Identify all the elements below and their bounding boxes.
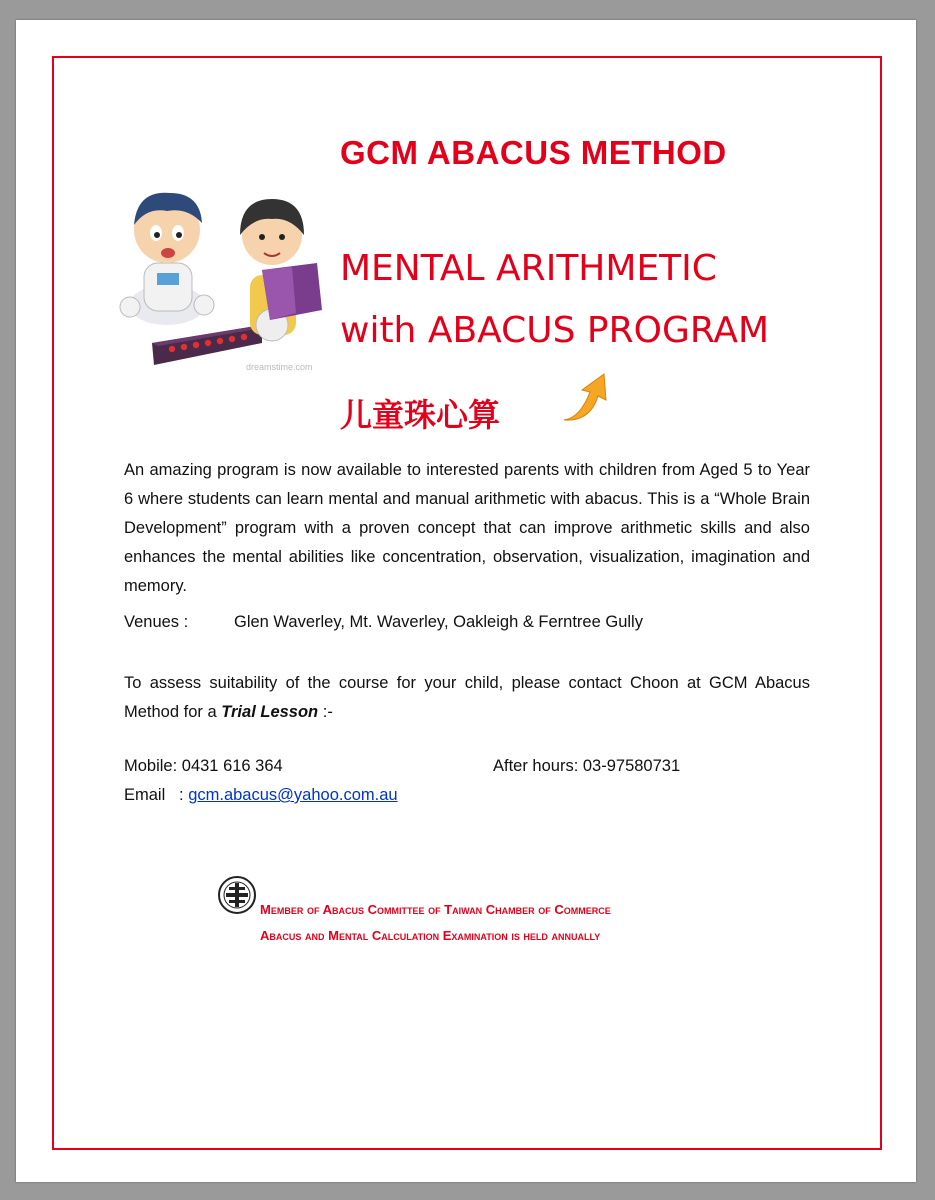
subtitle-line-1: MENTAL ARITHMETIC bbox=[340, 248, 717, 289]
chinese-title: 儿童珠心算 bbox=[340, 396, 501, 434]
trial-lesson-emphasis: Trial Lesson bbox=[221, 703, 319, 721]
kids-with-abacus-illustration bbox=[112, 175, 342, 380]
curved-arrow-icon bbox=[560, 370, 612, 426]
illustration-watermark: dreamstime.com bbox=[246, 362, 313, 372]
venues-label: Venues : bbox=[124, 613, 189, 631]
mobile-number: Mobile: 0431 616 364 bbox=[124, 757, 283, 775]
venues-value: Glen Waverley, Mt. Waverley, Oakleigh & Ferntree Gully bbox=[234, 613, 643, 631]
girl-figure bbox=[240, 199, 322, 341]
venues-line bbox=[124, 613, 643, 632]
page-title: GCM ABACUS METHOD bbox=[340, 134, 727, 171]
program-description bbox=[124, 456, 810, 601]
email-line bbox=[124, 786, 398, 805]
assess-text: To assess suitability of the course for your child, please contact Choon at GCM Abacus Method for a bbox=[124, 674, 810, 721]
program-subtitle bbox=[340, 238, 769, 362]
after-hours-number: After hours: 03-97580731 bbox=[493, 757, 681, 775]
membership-note bbox=[260, 897, 611, 949]
membership-line-1: Member of Abacus Committee of Taiwan Chamber of Commerce bbox=[260, 902, 611, 917]
taiwan-chamber-seal-icon bbox=[217, 875, 257, 915]
assess-paragraph bbox=[124, 669, 810, 727]
email-label: Email : bbox=[124, 786, 184, 804]
boy-figure bbox=[120, 193, 214, 325]
subtitle-line-2: with ABACUS PROGRAM bbox=[340, 310, 770, 351]
email-link[interactable]: gcm.abacus@yahoo.com.au bbox=[188, 786, 398, 804]
abacus-icon bbox=[152, 325, 268, 365]
document-page bbox=[16, 20, 916, 1182]
assess-suffix: :- bbox=[322, 703, 333, 721]
membership-line-2: Abacus and Mental Calculation Examination is held annually bbox=[260, 928, 601, 943]
intro-paragraph: An amazing program is now available to interested parents with children from Aged 5 to Year 6 where students can learn mental and manual arithmetic with abacus. This is a “Whole Brain Development” program with a proven concept that can improve arithmetic skills and also enhances the mental abilities like concentration, observation, visualization, imagination and memory. bbox=[124, 461, 810, 595]
